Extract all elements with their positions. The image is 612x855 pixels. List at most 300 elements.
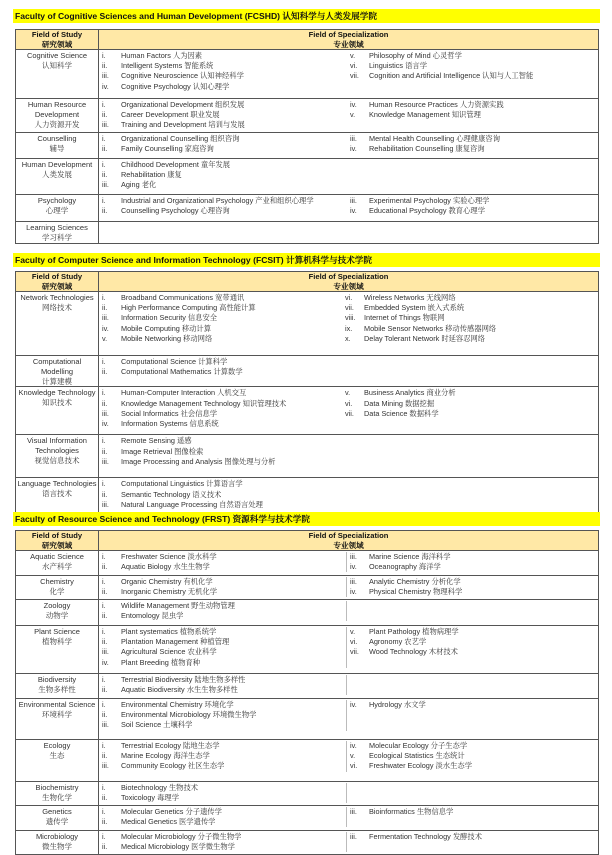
specialization-cell: [99, 478, 599, 513]
item-label: Natural Language Processing 自然语言处理: [121, 499, 263, 509]
item-numeral: ii.: [102, 793, 108, 803]
specialization-list: [99, 577, 598, 597]
item-numeral: vii.: [350, 71, 359, 81]
field-of-study-header: [16, 531, 99, 551]
specialization-item: [99, 807, 346, 817]
specialization-item: [99, 409, 341, 419]
item-label: Organizational Counselling 组织咨询: [121, 134, 240, 143]
faculty-title-fcsit: Faculty of Computer Science and Information Technology (FCSIT) 计算机科学与技术学院: [13, 253, 600, 267]
specialization-list: [99, 51, 598, 92]
specialization-item: [99, 710, 346, 720]
table-row: [16, 222, 599, 244]
field-of-study-name: Psychology: [37, 196, 77, 205]
field-of-study-name-cn: 知识技术: [42, 398, 72, 408]
specialization-list: [99, 357, 598, 377]
specialization-item: [99, 436, 341, 446]
specialization-column-right: [341, 293, 598, 344]
specialization-item: [99, 587, 346, 597]
header-spec-cn: 专业领域: [333, 39, 364, 49]
item-numeral: ii.: [102, 587, 108, 597]
specialization-column-right: [346, 552, 598, 572]
header-study-cn: 研究领域: [41, 281, 73, 291]
specialization-list: [99, 783, 598, 803]
specialization-item: [347, 627, 598, 637]
header-study-en: Field of Study: [31, 531, 83, 540]
specialization-list: [99, 627, 598, 668]
field-of-specialization-header: [99, 531, 599, 551]
item-numeral: iv.: [102, 657, 109, 667]
table-row: [16, 195, 599, 222]
item-label: Inorganic Chemistry 无机化学: [121, 587, 218, 597]
field-of-study-cell: [16, 356, 99, 387]
item-numeral: i.: [102, 436, 106, 446]
field-of-study-header: [16, 30, 99, 50]
item-numeral: ii.: [102, 446, 108, 456]
item-label: Plant Breeding 植物育种: [121, 657, 201, 667]
item-label: Information Systems 信息系统: [121, 419, 219, 428]
item-numeral: iv.: [350, 144, 357, 154]
specialization-cell: [99, 782, 599, 806]
specialization-column-left: [99, 832, 346, 852]
item-label: Cognitive Neuroscience 认知神经科学: [121, 71, 244, 81]
table-row: [16, 50, 599, 99]
specialization-column-right: [346, 741, 598, 772]
item-numeral: i.: [102, 601, 106, 610]
item-label: Environmental Microbiology 环境微生物学: [121, 710, 257, 720]
specialization-item: [99, 720, 346, 730]
table-header-row: [16, 272, 599, 292]
item-numeral: iv.: [350, 700, 357, 709]
field-of-study-name-cn: 学习科学: [42, 232, 72, 242]
specialization-item: [99, 490, 341, 500]
specialization-column-left: [99, 601, 346, 621]
specialization-column-left: [99, 100, 346, 131]
field-of-study-name-cn: 生物多样性: [38, 684, 76, 694]
specialization-item: [99, 357, 341, 367]
item-label: Delay Tolerant Network 时延容忍网络: [364, 333, 486, 343]
item-numeral: ii.: [102, 110, 108, 120]
field-of-study-name: Chemistry: [40, 577, 74, 586]
item-numeral: ii.: [102, 170, 108, 180]
specialization-column-left: [99, 783, 346, 803]
field-of-study-cell: [16, 740, 99, 782]
specialization-table-fcshd: [15, 29, 599, 244]
specialization-list: [99, 700, 598, 731]
item-numeral: iv.: [350, 741, 357, 750]
item-numeral: ii.: [102, 637, 108, 647]
item-numeral: vii.: [350, 647, 359, 657]
item-label: Wireless Networks 无线网络: [364, 293, 456, 302]
item-numeral: i.: [102, 388, 106, 398]
table-header-row: [16, 531, 599, 551]
specialization-list: [99, 807, 598, 827]
specialization-item: [99, 100, 346, 110]
specialization-list: [99, 100, 598, 131]
item-numeral: iii.: [102, 720, 109, 730]
item-label: Physical Chemistry 物理科学: [369, 587, 463, 597]
specialization-item: [99, 144, 346, 154]
specialization-item: [99, 324, 341, 334]
item-label: Plant systematics 植物系统学: [121, 627, 217, 636]
header-spec-cn: 专业领域: [333, 281, 364, 291]
item-numeral: iii.: [102, 120, 109, 130]
item-numeral: iii.: [102, 313, 109, 323]
item-numeral: iv.: [350, 587, 357, 597]
specialization-item: [99, 134, 346, 144]
field-of-specialization-header: [99, 30, 599, 50]
specialization-column-right: [346, 134, 598, 154]
specialization-item: [99, 196, 346, 206]
specialization-item: [347, 144, 598, 154]
specialization-item: [99, 627, 346, 637]
field-of-study-header: [16, 272, 99, 292]
item-label: Community Ecology 社区生态学: [121, 761, 225, 771]
item-label: Training and Development 培训与发展: [121, 120, 245, 130]
specialization-item: [347, 741, 598, 751]
specialization-column-right: [341, 357, 598, 377]
specialization-column-right: [341, 479, 598, 510]
item-label: Molecular Genetics 分子遗传学: [121, 807, 222, 816]
item-label: Remote Sensing 遥感: [121, 436, 192, 446]
specialization-column-left: [99, 134, 346, 154]
faculty-title-fcshd: Faculty of Cognitive Sciences and Human Development (FCSHD) 认知科学与人类发展学院: [13, 9, 600, 23]
header-study-cn: 研究领域: [41, 39, 73, 49]
specialization-list: [99, 196, 598, 216]
item-numeral: iii.: [102, 71, 109, 81]
item-label: Toxicology 毒理学: [121, 793, 179, 803]
item-label: Data Science 数据科学: [364, 408, 439, 418]
item-numeral: ii.: [102, 206, 108, 216]
specialization-item: [99, 82, 346, 92]
field-of-study-name-cn: 语言技术: [42, 489, 72, 499]
specialization-column-right: [346, 577, 598, 597]
item-label: Counselling Psychology 心理咨询: [121, 206, 230, 216]
specialization-item: [99, 419, 341, 429]
item-label: Marine Ecology 海洋生态学: [121, 751, 210, 761]
field-of-study-cell: [16, 806, 99, 831]
item-label: Plant Pathology 植物病理学: [369, 627, 459, 636]
specialization-column-left: [99, 627, 346, 668]
specialization-list: [99, 601, 598, 621]
specialization-item: [99, 399, 341, 409]
specialization-column-left: [99, 552, 346, 572]
table-row: [16, 133, 599, 159]
specialization-item: [347, 832, 598, 842]
specialization-list: [99, 741, 598, 772]
item-label: Organizational Development 组织发展: [121, 100, 245, 109]
specialization-item: [347, 61, 598, 71]
specialization-item: [347, 587, 598, 597]
item-label: Mobile Sensor Networks 移动传感器网络: [364, 323, 497, 333]
item-label: Broadband Communications 宽带通讯: [121, 293, 245, 302]
specialization-item: [99, 751, 346, 761]
item-label: Computational Science 计算科学: [121, 357, 228, 366]
specialization-cell: [99, 551, 599, 576]
specialization-item: [347, 562, 598, 572]
item-label: Soil Science 土壤科学: [121, 720, 193, 730]
specialization-column-left: [99, 51, 346, 92]
item-label: Family Counselling 家庭咨询: [121, 144, 214, 154]
item-numeral: i.: [102, 293, 106, 302]
item-numeral: iv.: [350, 206, 357, 216]
item-label: Aquatic Biodiversity 水生生物多样性: [121, 685, 238, 695]
item-label: Educational Psychology 教育心理学: [369, 206, 485, 216]
specialization-item: [99, 71, 346, 81]
specialization-item: [347, 637, 598, 647]
specialization-item: [99, 685, 346, 695]
field-of-study-cell: [16, 699, 99, 740]
specialization-cell: [99, 159, 599, 195]
item-label: Semantic Technology 语义技术: [121, 489, 222, 499]
field-of-study-name: Aquatic Science: [30, 552, 84, 561]
field-of-study-cell: [16, 626, 99, 674]
field-of-study-name-cn: 计算建模: [42, 376, 72, 386]
field-of-study-name-cn: 遗传学: [45, 816, 69, 826]
item-numeral: iv.: [102, 323, 109, 333]
specialization-item: [99, 817, 346, 827]
table-row: [16, 699, 599, 740]
field-of-study-cell: [16, 387, 99, 435]
specialization-item: [99, 160, 346, 170]
item-numeral: ii.: [102, 751, 108, 761]
specialization-cell: [99, 50, 599, 99]
specialization-cell: [99, 133, 599, 159]
item-label: Oceanography 海洋学: [369, 562, 441, 572]
specialization-item: [99, 741, 346, 751]
specialization-column-right: [346, 160, 598, 191]
field-of-study-name: Human Development: [21, 160, 93, 169]
field-of-study-name: Network Technologies: [20, 293, 94, 302]
item-numeral: ii.: [102, 842, 108, 852]
field-of-study-name: Knowledge Technology: [18, 388, 96, 398]
specialization-item: [99, 61, 346, 71]
item-label: Philosophy of Mind 心灵哲学: [369, 51, 462, 60]
table-row: [16, 626, 599, 674]
specialization-item: [347, 196, 598, 206]
field-of-study-name: Microbiology: [35, 832, 79, 841]
item-numeral: i.: [102, 700, 106, 709]
field-of-study-cell: [16, 782, 99, 806]
specialization-column-right: [346, 783, 598, 803]
specialization-list: [99, 832, 598, 852]
field-of-study-name-cn: 心理学: [45, 205, 69, 215]
specialization-cell: [99, 356, 599, 387]
specialization-column-right: [346, 627, 598, 668]
item-numeral: ii.: [102, 710, 108, 720]
item-label: Computational Mathematics 计算数学: [121, 367, 243, 377]
item-label: Hydrology 水文学: [369, 700, 426, 709]
specialization-column-right: [346, 196, 598, 216]
specialization-item: [347, 647, 598, 657]
item-numeral: iii.: [350, 832, 357, 841]
specialization-item: [347, 71, 598, 81]
table-row: [16, 478, 599, 513]
item-label: Information Security 信息安全: [121, 313, 218, 323]
item-label: Organic Chemistry 有机化学: [121, 577, 213, 586]
table-row: [16, 292, 599, 356]
table-row: [16, 159, 599, 195]
specialization-item: [99, 842, 346, 852]
table-row: [16, 806, 599, 831]
item-label: Data Mining 数据挖掘: [364, 398, 435, 408]
specialization-item: [99, 793, 346, 803]
specialization-item: [99, 611, 346, 621]
specialization-list: [99, 675, 598, 695]
item-label: Bioinformatics 生物信息学: [369, 807, 454, 816]
specialization-list: [99, 479, 598, 510]
field-of-study-name: Visual Information Technologies: [27, 436, 87, 456]
field-of-study-name: Zoology: [43, 601, 71, 610]
specialization-list: [99, 134, 598, 154]
field-of-study-name: Language Technologies: [17, 479, 97, 489]
item-label: Fermentation Technology 发酵技术: [369, 832, 483, 841]
table-row: [16, 435, 599, 478]
specialization-cell: [99, 292, 599, 356]
specialization-item: [99, 206, 346, 216]
item-label: Mobile Networking 移动网络: [121, 333, 213, 343]
specialization-column-right: [346, 100, 598, 131]
header-spec-en: Field of Specialization: [308, 30, 389, 39]
item-label: Childhood Development 童年发展: [121, 160, 231, 169]
specialization-item: [99, 675, 346, 685]
specialization-item: [347, 807, 598, 817]
specialization-item: [99, 761, 346, 771]
specialization-item: [99, 120, 346, 130]
item-numeral: i.: [102, 357, 106, 366]
specialization-item: [99, 500, 341, 510]
item-numeral: i.: [102, 783, 106, 792]
specialization-cell: [99, 699, 599, 740]
specialization-item: [99, 783, 346, 793]
field-of-study-cell: [16, 292, 99, 356]
item-label: Knowledge Management 知识管理: [369, 110, 481, 120]
specialization-column-left: [99, 388, 341, 429]
specialization-list: [99, 552, 598, 572]
item-numeral: v.: [350, 751, 356, 761]
field-of-study-name-cn: 视觉信息技术: [34, 455, 80, 465]
header-study-en: Field of Study: [31, 272, 83, 281]
specialization-item: [347, 110, 598, 120]
item-label: Plantation Management 种植管理: [121, 637, 230, 647]
item-numeral: v.: [350, 51, 356, 60]
item-numeral: vi.: [350, 637, 358, 647]
item-label: Computational Linguistics 计算语言学: [121, 479, 243, 489]
item-label: Wildlife Management 野生动物管理: [121, 601, 235, 610]
specialization-cell: [99, 674, 599, 699]
item-label: Knowledge Management Technology 知识管理技术: [121, 398, 287, 408]
specialization-item: [342, 388, 598, 398]
item-label: Analytic Chemistry 分析化学: [369, 577, 461, 586]
specialization-column-right: [341, 436, 598, 467]
specialization-item: [99, 110, 346, 120]
field-of-study-name: Ecology: [43, 741, 71, 750]
specialization-item: [342, 409, 598, 419]
item-numeral: ii.: [102, 303, 108, 313]
specialization-item: [347, 552, 598, 562]
item-numeral: ii.: [102, 144, 108, 154]
item-label: Internet of Things 物联网: [364, 313, 445, 323]
table-row: [16, 387, 599, 435]
field-of-study-cell: [16, 133, 99, 159]
table-row: [16, 356, 599, 387]
item-label: Agronomy 农艺学: [369, 637, 427, 647]
item-numeral: i.: [102, 832, 106, 841]
specialization-item: [347, 51, 598, 61]
field-of-study-name-cn: 动物学: [45, 610, 69, 620]
specialization-column-left: [99, 479, 341, 510]
item-numeral: iii.: [102, 647, 109, 657]
item-label: Human Factors 人为因素: [121, 51, 203, 60]
specialization-item: [347, 100, 598, 110]
specialization-cell: [99, 740, 599, 782]
item-numeral: i.: [102, 160, 106, 169]
item-label: Image Retrieval 图像检索: [121, 446, 204, 456]
item-label: Agricultural Science 农业科学: [121, 647, 217, 657]
field-of-study-cell: [16, 99, 99, 133]
field-of-study-name: Genetics: [42, 807, 72, 816]
item-numeral: ii.: [102, 398, 108, 408]
item-label: Ecological Statistics 生态统计: [369, 751, 465, 761]
item-numeral: i.: [102, 134, 106, 143]
item-numeral: iii.: [350, 577, 357, 586]
specialization-cell: [99, 576, 599, 600]
item-label: Environmental Chemistry 环境化学: [121, 700, 234, 709]
specialization-column-left: [99, 293, 341, 344]
item-numeral: iv.: [102, 419, 109, 428]
item-numeral: vi.: [350, 61, 358, 71]
field-of-study-name: Biodiversity: [37, 675, 77, 684]
field-of-study-name: Computational Modelling: [32, 357, 82, 376]
field-of-study-cell: [16, 50, 99, 99]
field-of-study-name-cn: 生态: [49, 750, 65, 760]
item-numeral: iii.: [102, 456, 109, 466]
specialization-column-right: [341, 388, 598, 429]
item-numeral: iii.: [350, 134, 357, 143]
item-numeral: v.: [350, 110, 356, 120]
table-row: [16, 831, 599, 855]
specialization-item: [99, 303, 341, 313]
header-study-cn: 研究领域: [41, 540, 73, 550]
item-numeral: ii.: [102, 685, 108, 695]
item-numeral: i.: [102, 741, 106, 750]
specialization-column-left: [99, 577, 346, 597]
specialization-list: [99, 436, 598, 467]
item-numeral: iii.: [350, 552, 357, 561]
item-numeral: iv.: [350, 100, 357, 109]
field-of-study-name: Cognitive Science: [26, 51, 88, 60]
specialization-item: [347, 134, 598, 144]
item-numeral: ii.: [102, 489, 108, 499]
field-of-study-cell: [16, 435, 99, 478]
item-numeral: ii.: [102, 611, 108, 621]
specialization-item: [347, 700, 598, 710]
item-label: Linguistics 语言学: [369, 61, 427, 71]
item-label: Entomology 昆虫学: [121, 611, 184, 621]
table-row: [16, 600, 599, 626]
field-of-study-cell: [16, 551, 99, 576]
specialization-item: [99, 447, 341, 457]
item-numeral: ii.: [102, 817, 108, 827]
item-numeral: ii.: [102, 562, 108, 572]
item-numeral: iii.: [102, 408, 109, 418]
item-numeral: i.: [102, 479, 106, 489]
field-of-study-cell: [16, 222, 99, 244]
specialization-column-left: [99, 160, 346, 191]
field-of-study-name: Environmental Science: [18, 700, 96, 709]
specialization-item: [99, 293, 341, 303]
specialization-column-left: [99, 357, 341, 377]
specialization-item: [99, 658, 346, 668]
